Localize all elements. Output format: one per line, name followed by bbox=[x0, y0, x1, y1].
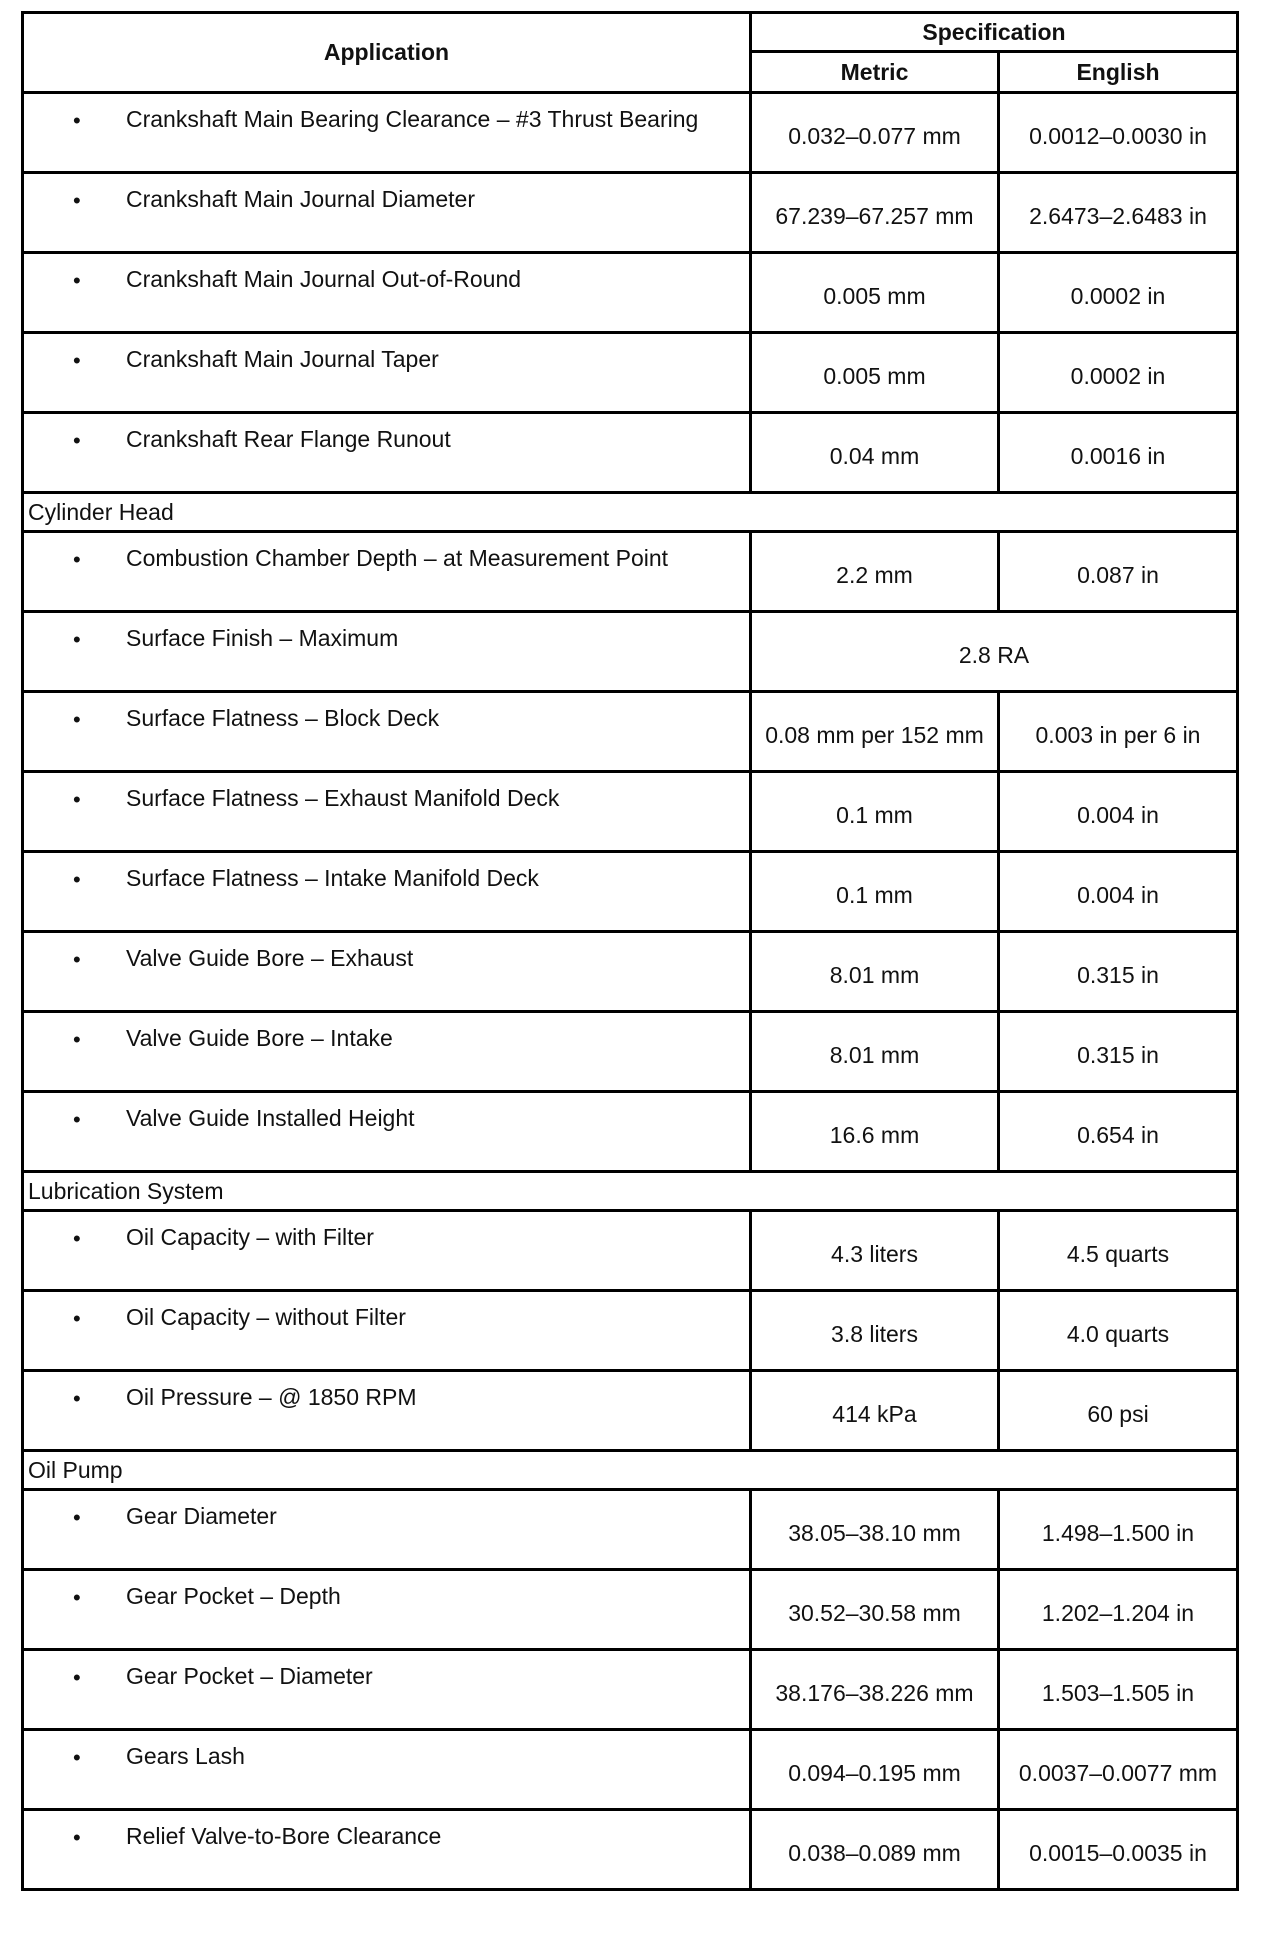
table-row bbox=[23, 1730, 1238, 1810]
english-value-cell bbox=[999, 93, 1238, 173]
bullet-icon: • bbox=[73, 108, 81, 133]
bullet-icon: • bbox=[73, 787, 81, 812]
application-cell bbox=[23, 333, 751, 413]
application-label: Surface Flatness – Block Deck bbox=[126, 705, 440, 731]
application-label: Valve Guide Installed Height bbox=[126, 1105, 415, 1131]
bullet-icon: • bbox=[73, 1585, 81, 1610]
combined-value-cell bbox=[751, 612, 1238, 692]
metric-value-cell bbox=[751, 1650, 999, 1730]
english-value: 0.654 in bbox=[1077, 1122, 1159, 1148]
application-cell bbox=[23, 612, 751, 692]
section-row bbox=[23, 493, 1238, 532]
metric-value: 4.3 liters bbox=[831, 1241, 918, 1267]
application-label: Surface Finish – Maximum bbox=[126, 625, 399, 651]
table-row bbox=[23, 333, 1238, 413]
bullet-icon: • bbox=[73, 188, 81, 213]
application-label: Crankshaft Rear Flange Runout bbox=[126, 426, 451, 452]
bullet-icon: • bbox=[73, 1226, 81, 1251]
metric-value: 8.01 mm bbox=[829, 1042, 920, 1068]
bullet-icon: • bbox=[73, 1027, 81, 1052]
english-value-cell bbox=[999, 532, 1238, 612]
bullet-icon: • bbox=[73, 1306, 81, 1331]
english-value: 0.004 in bbox=[1077, 882, 1159, 908]
application-label: Oil Pressure – @ 1850 RPM bbox=[126, 1384, 417, 1410]
english-value: 1.498–1.500 in bbox=[1041, 1520, 1195, 1546]
metric-value-cell bbox=[751, 333, 999, 413]
bullet-icon: • bbox=[73, 1745, 81, 1770]
metric-value-cell bbox=[751, 1291, 999, 1371]
english-value: 0.004 in bbox=[1077, 802, 1159, 828]
english-value-cell bbox=[999, 1570, 1238, 1650]
metric-value: 0.005 mm bbox=[823, 283, 926, 309]
bullet-icon: • bbox=[73, 707, 81, 732]
metric-value-cell bbox=[751, 1810, 999, 1890]
application-label: Oil Capacity – with Filter bbox=[126, 1224, 374, 1250]
application-cell bbox=[23, 1490, 751, 1570]
application-cell bbox=[23, 1650, 751, 1730]
english-value: 4.5 quarts bbox=[1066, 1241, 1170, 1267]
english-value-cell bbox=[999, 413, 1238, 493]
metric-value: 0.094–0.195 mm bbox=[788, 1760, 961, 1786]
table-row bbox=[23, 1211, 1238, 1291]
metric-value-cell bbox=[751, 852, 999, 932]
metric-value-cell bbox=[751, 1371, 999, 1451]
table-row bbox=[23, 413, 1238, 493]
metric-value: 2.2 mm bbox=[836, 562, 913, 588]
application-label: Surface Flatness – Exhaust Manifold Deck bbox=[126, 785, 560, 811]
metric-value: 16.6 mm bbox=[829, 1122, 920, 1148]
english-value-cell bbox=[999, 1371, 1238, 1451]
metric-value: 67.239–67.257 mm bbox=[775, 203, 974, 229]
application-label: Gears Lash bbox=[126, 1743, 245, 1769]
metric-value: 414 kPa bbox=[832, 1401, 917, 1427]
english-value-cell bbox=[999, 173, 1238, 253]
metric-value-cell bbox=[751, 1012, 999, 1092]
application-label: Oil Capacity – without Filter bbox=[126, 1304, 406, 1330]
metric-value-cell bbox=[751, 532, 999, 612]
application-label: Valve Guide Bore – Exhaust bbox=[126, 945, 414, 971]
application-label: Crankshaft Main Journal Taper bbox=[126, 346, 439, 372]
english-value: 0.087 in bbox=[1077, 562, 1159, 588]
table-row bbox=[23, 1650, 1238, 1730]
english-value-cell bbox=[999, 1012, 1238, 1092]
english-value: 0.0002 in bbox=[1070, 283, 1166, 309]
application-cell bbox=[23, 852, 751, 932]
specification-header: Specification bbox=[751, 13, 1238, 52]
table-row bbox=[23, 1291, 1238, 1371]
english-value-cell bbox=[999, 253, 1238, 333]
application-cell bbox=[23, 1570, 751, 1650]
metric-value: 38.176–38.226 mm bbox=[775, 1680, 974, 1706]
english-value-cell bbox=[999, 1810, 1238, 1890]
table-row bbox=[23, 852, 1238, 932]
table-row bbox=[23, 93, 1238, 173]
application-label: Crankshaft Main Journal Diameter bbox=[126, 186, 475, 212]
metric-value: 0.038–0.089 mm bbox=[788, 1840, 961, 1866]
section-label: Cylinder Head bbox=[23, 493, 1238, 532]
application-cell bbox=[23, 1012, 751, 1092]
bullet-icon: • bbox=[73, 867, 81, 892]
metric-value: 3.8 liters bbox=[831, 1321, 918, 1347]
bullet-icon: • bbox=[73, 268, 81, 293]
english-value: 0.003 in per 6 in bbox=[1035, 722, 1201, 748]
application-cell bbox=[23, 1291, 751, 1371]
section-row bbox=[23, 1451, 1238, 1490]
metric-value-cell bbox=[751, 93, 999, 173]
metric-value-cell bbox=[751, 1211, 999, 1291]
metric-value-cell bbox=[751, 413, 999, 493]
table-row bbox=[23, 612, 1238, 692]
metric-value-cell bbox=[751, 772, 999, 852]
english-value: 0.0015–0.0035 in bbox=[1029, 1840, 1207, 1866]
application-label: Relief Valve-to-Bore Clearance bbox=[126, 1823, 442, 1849]
application-label: Gear Diameter bbox=[126, 1503, 277, 1529]
application-label: Surface Flatness – Intake Manifold Deck bbox=[126, 865, 539, 891]
bullet-icon: • bbox=[73, 428, 81, 453]
table-row bbox=[23, 1810, 1238, 1890]
bullet-icon: • bbox=[73, 1825, 81, 1850]
table-row bbox=[23, 173, 1238, 253]
application-cell bbox=[23, 253, 751, 333]
english-value: 60 psi bbox=[1087, 1401, 1149, 1427]
bullet-icon: • bbox=[73, 348, 81, 373]
application-label: Crankshaft Main Journal Out-of-Round bbox=[126, 266, 522, 292]
english-value-cell bbox=[999, 333, 1238, 413]
metric-value: 8.01 mm bbox=[829, 962, 920, 988]
application-cell bbox=[23, 173, 751, 253]
table-row bbox=[23, 932, 1238, 1012]
application-cell bbox=[23, 532, 751, 612]
metric-value-cell bbox=[751, 1730, 999, 1810]
metric-value-cell bbox=[751, 1092, 999, 1172]
combined-value: 2.8 RA bbox=[958, 642, 1030, 668]
metric-value-cell bbox=[751, 1490, 999, 1570]
specification-rows bbox=[23, 93, 1238, 1890]
metric-value: 0.08 mm per 152 mm bbox=[765, 722, 984, 748]
application-cell bbox=[23, 1810, 751, 1890]
english-value-cell bbox=[999, 1291, 1238, 1371]
application-label: Gear Pocket – Diameter bbox=[126, 1663, 373, 1689]
english-value-cell bbox=[999, 852, 1238, 932]
application-cell bbox=[23, 1092, 751, 1172]
english-value: 2.6473–2.6483 in bbox=[1029, 203, 1207, 229]
bullet-icon: • bbox=[73, 1107, 81, 1132]
english-value: 0.0016 in bbox=[1070, 443, 1166, 469]
english-value: 0.0002 in bbox=[1070, 363, 1166, 389]
metric-header: Metric bbox=[751, 52, 999, 93]
application-header: Application bbox=[23, 13, 751, 93]
metric-value: 38.05–38.10 mm bbox=[788, 1520, 961, 1546]
metric-value: 30.52–30.58 mm bbox=[788, 1600, 961, 1626]
english-value-cell bbox=[999, 692, 1238, 772]
application-label: Crankshaft Main Bearing Clearance – #3 Thrust Bearing bbox=[126, 106, 699, 132]
table-row bbox=[23, 532, 1238, 612]
application-cell bbox=[23, 1371, 751, 1451]
application-label: Valve Guide Bore – Intake bbox=[126, 1025, 393, 1051]
metric-value: 0.1 mm bbox=[836, 802, 913, 828]
metric-value-cell bbox=[751, 932, 999, 1012]
metric-value-cell bbox=[751, 692, 999, 772]
metric-value-cell bbox=[751, 1570, 999, 1650]
english-value: 1.503–1.505 in bbox=[1041, 1680, 1195, 1706]
bullet-icon: • bbox=[73, 947, 81, 972]
application-cell bbox=[23, 692, 751, 772]
application-cell bbox=[23, 932, 751, 1012]
english-value: 0.0012–0.0030 in bbox=[1029, 123, 1207, 149]
specification-table bbox=[21, 11, 1239, 1891]
application-cell bbox=[23, 93, 751, 173]
application-label: Gear Pocket – Depth bbox=[126, 1583, 341, 1609]
metric-value: 0.04 mm bbox=[829, 443, 920, 469]
section-row bbox=[23, 1172, 1238, 1211]
english-value-cell bbox=[999, 1211, 1238, 1291]
table-row bbox=[23, 1371, 1238, 1451]
english-value-cell bbox=[999, 1730, 1238, 1810]
bullet-icon: • bbox=[73, 1505, 81, 1530]
table-row bbox=[23, 692, 1238, 772]
english-value: 0.0037–0.0077 mm bbox=[1018, 1760, 1218, 1786]
metric-value: 0.032–0.077 mm bbox=[788, 123, 961, 149]
application-cell bbox=[23, 1211, 751, 1291]
bullet-icon: • bbox=[73, 547, 81, 572]
english-value-cell bbox=[999, 932, 1238, 1012]
metric-value: 0.005 mm bbox=[823, 363, 926, 389]
metric-value: 0.1 mm bbox=[836, 882, 913, 908]
table-row bbox=[23, 1490, 1238, 1570]
english-value: 0.315 in bbox=[1077, 1042, 1159, 1068]
metric-value-cell bbox=[751, 253, 999, 333]
application-cell bbox=[23, 772, 751, 852]
english-value: 0.315 in bbox=[1077, 962, 1159, 988]
metric-value-cell bbox=[751, 173, 999, 253]
english-header: English bbox=[999, 52, 1238, 93]
bullet-icon: • bbox=[73, 1665, 81, 1690]
english-value-cell bbox=[999, 1490, 1238, 1570]
section-label: Lubrication System bbox=[23, 1172, 1238, 1211]
english-value-cell bbox=[999, 772, 1238, 852]
english-value-cell bbox=[999, 1092, 1238, 1172]
table-row bbox=[23, 1092, 1238, 1172]
application-cell bbox=[23, 413, 751, 493]
english-value-cell bbox=[999, 1650, 1238, 1730]
table-row bbox=[23, 1570, 1238, 1650]
english-value: 4.0 quarts bbox=[1066, 1321, 1170, 1347]
bullet-icon: • bbox=[73, 1386, 81, 1411]
table-row bbox=[23, 1012, 1238, 1092]
application-cell bbox=[23, 1730, 751, 1810]
section-label: Oil Pump bbox=[23, 1451, 1238, 1490]
table-row bbox=[23, 772, 1238, 852]
bullet-icon: • bbox=[73, 627, 81, 652]
english-value: 1.202–1.204 in bbox=[1041, 1600, 1195, 1626]
application-label: Combustion Chamber Depth – at Measurement Point bbox=[126, 545, 669, 571]
table-row bbox=[23, 253, 1238, 333]
